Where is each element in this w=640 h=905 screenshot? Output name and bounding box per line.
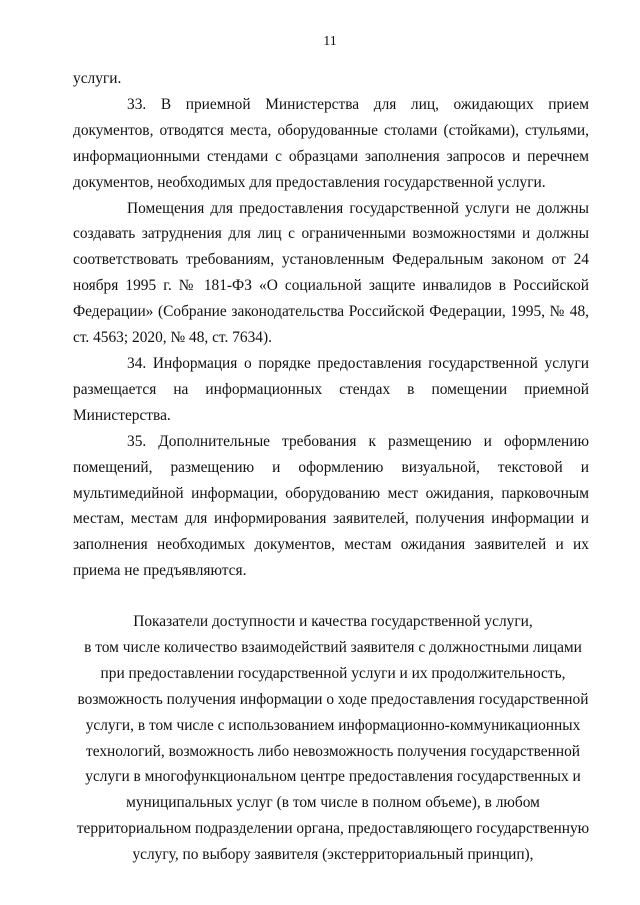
- heading-line: услуги в многофункциональном центре предоставления государственных и: [85, 768, 581, 786]
- body-text: [73, 66, 589, 584]
- heading-line: услугу, по выбору заявителя (экстерриториальный принцип),: [132, 846, 534, 864]
- section-heading: [60, 609, 606, 868]
- heading-line: муниципальных услуг (в том числе в полном объеме), в любом: [126, 794, 540, 812]
- paragraph-35: 35. Дополнительные требования к размещению и оформлению помещений, размещению и оформлению визуальной, текстовой и мультимедийной информации, оборудованию мест ожидания, парковочным местам, местам для информирования заявителей, получения информации и заполнения необходимых документов, местам ожидания заявителей и их приема не предъявляются.: [73, 432, 589, 580]
- heading-line: в том числе количество взаимодействий заявителя с должностными лицами: [84, 638, 582, 656]
- paragraph-continuation: услуги.: [73, 70, 122, 87]
- heading-line: технологий, возможность либо невозможность получения государственной: [85, 742, 581, 760]
- page-number: 11: [323, 34, 337, 49]
- heading-line: территориальном подразделении органа, предоставляющего государственную: [76, 820, 590, 838]
- paragraph-premises-requirements: Помещения для предоставления государственной услуги не должны создавать затруднения для лиц с ограниченными возможностями и должны соответствовать требованиям, установленным Федеральным законом от 24 ноября 1995 г. № 181-ФЗ «О социальной защите инвалидов в Российской Федерации» (Собрание законодательства Российской Федерации, 1995, № 48, ст. 4563; 2020, № 48, ст. 7634).: [73, 199, 589, 347]
- paragraph-33: 33. В приемной Министерства для лиц, ожидающих прием документов, отводятся места, оборудованные столами (стойками), стульями, информационными стендами с образцами заполнения запросов и перечнем документов, необходимых для предоставления государственной услуги.: [73, 95, 589, 191]
- heading-line: услуги, в том числе с использованием информационно-коммуникационных: [85, 716, 581, 734]
- heading-line: Показатели доступности и качества государственной услуги,: [133, 613, 533, 630]
- paragraph-34: 34. Информация о порядке предоставления государственной услуги размещается на информационных стендах в помещении приемной Министерства.: [73, 354, 589, 424]
- heading-line: при предоставлении государственной услуги и их продолжительность,: [100, 664, 566, 682]
- heading-line: возможность получения информации о ходе предоставления государственной: [77, 690, 589, 708]
